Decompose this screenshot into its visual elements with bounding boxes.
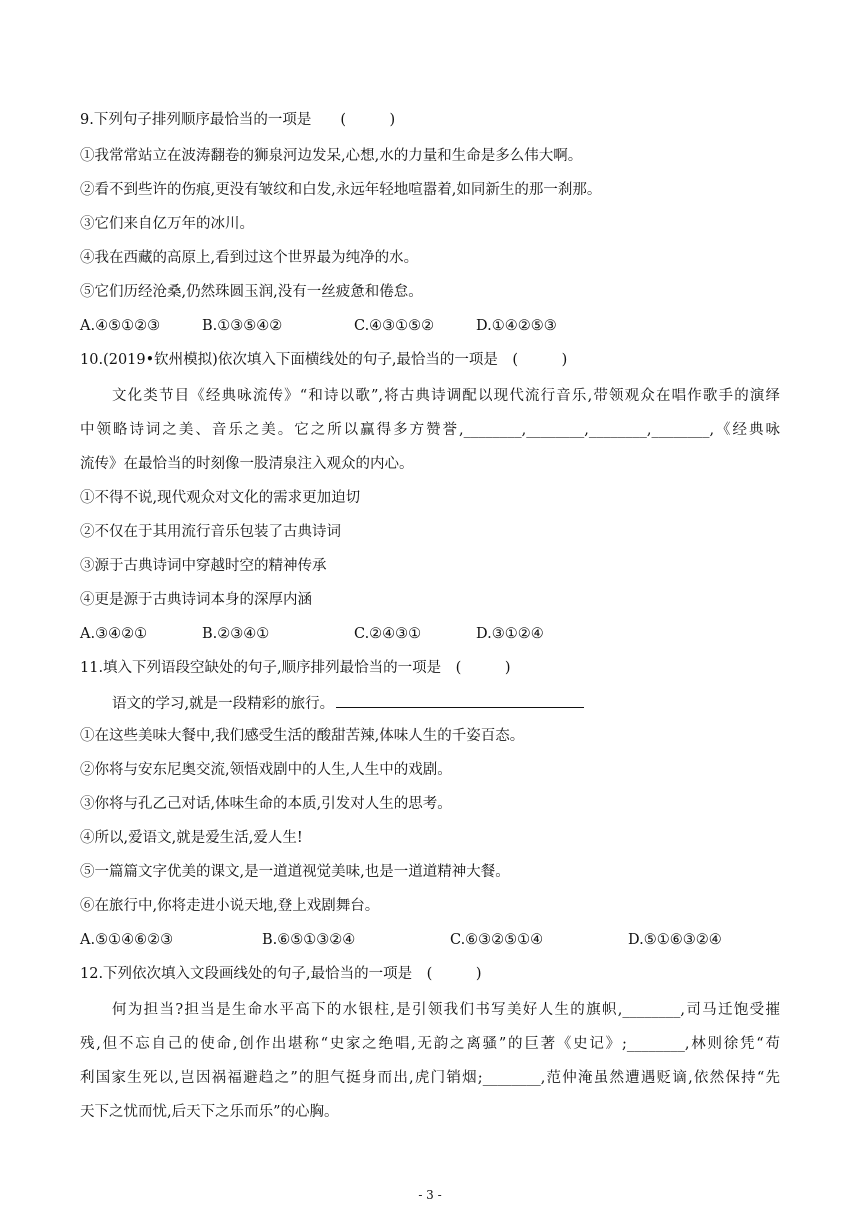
- q12-passage-line-3: 利国家生死以,岂因祸福避趋之”的胆气挺身而出,虎门销烟;________,范仲淹虽然遭遇贬谪,依然保持“先: [80, 1070, 780, 1086]
- q12-passage-line-2: 残,但不忘自己的使命,创作出堪称“史家之绝唱,无韵之离骚”的巨著《史记》;________,林则徐凭“苟: [80, 1036, 780, 1052]
- q9-option-b: B.①③⑤④②: [202, 318, 283, 334]
- q11-item-4: ④所以,爱语文,就是爱生活,爱人生!: [80, 830, 303, 846]
- question-11-stem: 11.填入下列语段空缺处的句子,顺序排列最恰当的一项是 ( ): [80, 660, 511, 676]
- q10-item-1: ①不得不说,现代观众对文化的需求更加迫切: [80, 490, 361, 506]
- q9-item-3: ③它们来自亿万年的冰川。: [80, 216, 254, 232]
- page-number: - 3 -: [418, 1188, 442, 1202]
- q11-item-2: ②你将与安东尼奥交流,领悟戏剧中的人生,人生中的戏剧。: [80, 762, 452, 778]
- q10-option-d: D.③①②④: [476, 626, 544, 642]
- q10-options: [80, 624, 780, 644]
- q11-options: [80, 930, 780, 950]
- question-10-stem: 10.(2019•钦州模拟)依次填入下面横线处的句子,最恰当的一项是 ( ): [80, 352, 568, 368]
- q10-item-4: ④更是源于古典诗词本身的深厚内涵: [80, 592, 312, 608]
- q9-item-5: ⑤它们历经沧桑,仍然珠圆玉润,没有一丝疲惫和倦怠。: [80, 284, 423, 300]
- q10-passage-line-2: 中领略诗词之美、音乐之美。它之所以赢得多方赞誉,________,________,________,________,《经典咏: [80, 422, 780, 438]
- q11-option-a: A.⑤①④⑥②③: [80, 932, 174, 948]
- q9-option-d: D.①④②⑤③: [476, 318, 557, 334]
- q11-passage: [112, 692, 780, 714]
- q10-item-3: ③源于古典诗词中穿越时空的精神传承: [80, 558, 327, 574]
- q11-item-5: ⑤一篇篇文字优美的课文,是一道道视觉美味,也是一道道精神大餐。: [80, 864, 510, 880]
- question-9-stem: 9.下列句子排列顺序最恰当的一项是 ( ): [80, 112, 396, 128]
- q9-item-2: ②看不到些许的伤痕,更没有皱纹和白发,永远年轻地喧嚣着,如同新生的那一刹那。: [80, 182, 602, 198]
- q11-option-d: D.⑤①⑥③②④: [628, 932, 722, 948]
- q9-item-4: ④我在西藏的高原上,看到过这个世界最为纯净的水。: [80, 250, 419, 266]
- q10-item-2: ②不仅在于其用流行音乐包装了古典诗词: [80, 524, 341, 540]
- q9-option-a: A.④⑤①②③: [80, 318, 161, 334]
- q9-option-c: C.④③①⑤②: [354, 318, 435, 334]
- q10-option-c: C.②④③①: [354, 626, 422, 642]
- q9-item-1: ①我常常站立在波涛翻卷的狮泉河边发呆,心想,水的力量和生命是多么伟大啊。: [80, 148, 583, 164]
- q11-item-3: ③你将与孔乙己对话,体味生命的本质,引发对人生的思考。: [80, 796, 452, 812]
- q12-passage-line-4: 天下之忧而忧,后天下之乐而乐”的心胸。: [80, 1104, 339, 1120]
- q11-answer-blank: [336, 692, 584, 708]
- q9-options: [80, 316, 780, 336]
- q10-option-b: B.②③④①: [202, 626, 270, 642]
- q11-passage-text: 语文的学习,就是一段精彩的旅行。: [112, 696, 335, 712]
- q11-item-1: ①在这些美味大餐中,我们感受生活的酸甜苦辣,体味人生的千姿百态。: [80, 728, 525, 744]
- q10-passage-line-3: 流传》在最恰当的时刻像一股清泉注入观众的内心。: [80, 456, 414, 472]
- q11-option-b: B.⑥⑤①③②④: [262, 932, 356, 948]
- q11-option-c: C.⑥③②⑤①④: [450, 932, 544, 948]
- q10-passage-line-1: 文化类节目《经典咏流传》“和诗以歌”,将古典诗调配以现代流行音乐,带领观众在唱作歌手的演绎: [112, 388, 780, 404]
- question-12-stem: 12.下列依次填入文段画线处的句子,最恰当的一项是 ( ): [80, 966, 482, 982]
- q10-option-a: A.③④②①: [80, 626, 148, 642]
- q11-item-6: ⑥在旅行中,你将走进小说天地,登上戏剧舞台。: [80, 898, 380, 914]
- q12-passage-line-1: 何为担当?担当是生命水平高下的水银柱,是引领我们书写美好人生的旗帜,________,司马迁饱受摧: [112, 1002, 780, 1018]
